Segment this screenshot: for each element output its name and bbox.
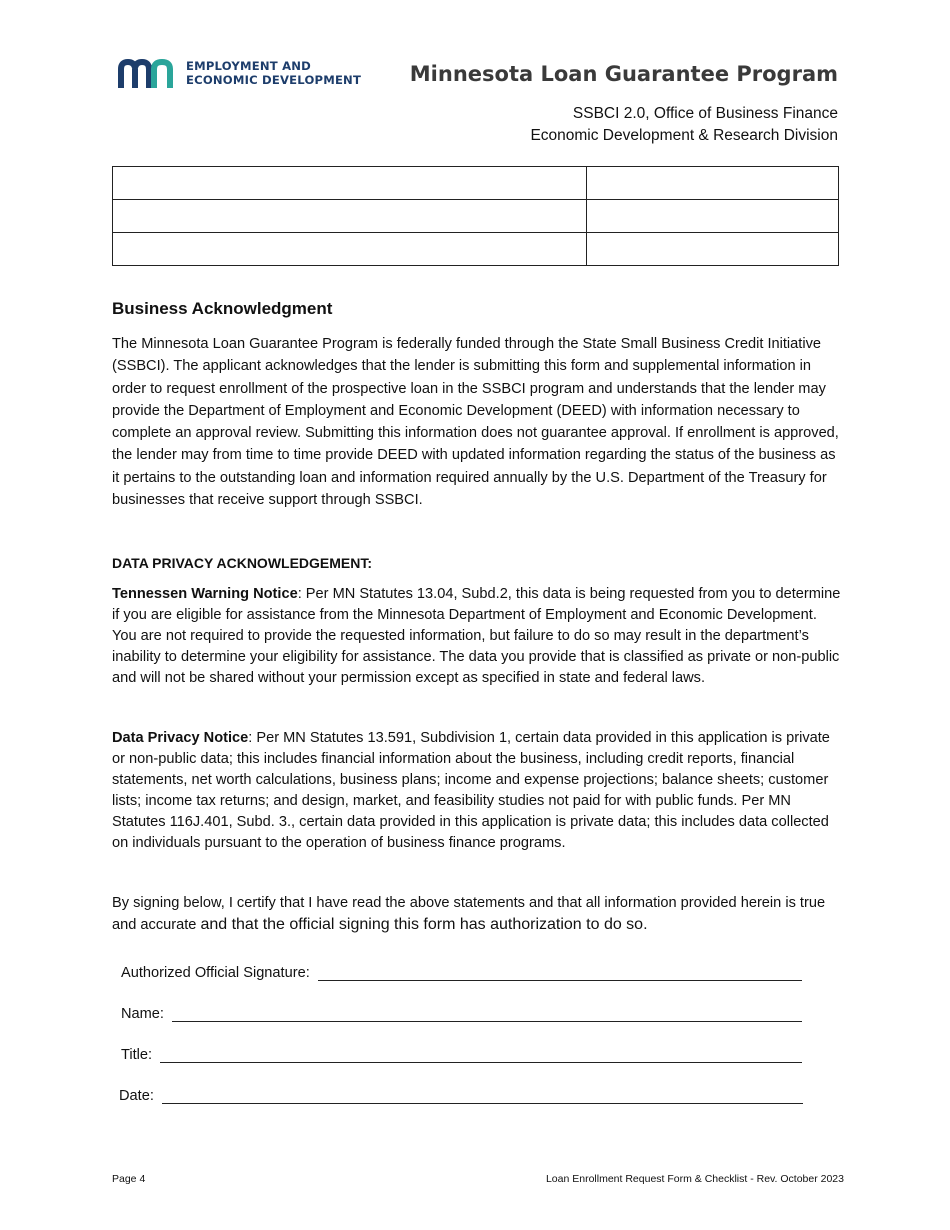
name-label: Name: <box>121 1006 164 1022</box>
title-row <box>121 1046 802 1063</box>
logo-line-2: ECONOMIC DEVELOPMENT <box>186 73 362 87</box>
table-row <box>113 167 839 200</box>
title-label: Title: <box>121 1047 153 1063</box>
certification-text-a: By signing below, I certify that I have read the above statements and that all information provided herein is true and accurate <box>112 895 826 933</box>
table-cell[interactable] <box>587 233 839 266</box>
table-cell[interactable] <box>113 233 587 266</box>
page-title: Minnesota Loan Guarantee Program <box>409 62 838 86</box>
data-privacy-label: Data Privacy Notice <box>112 730 249 746</box>
date-row <box>119 1087 803 1104</box>
date-label: Date: <box>119 1088 154 1104</box>
logo-text <box>186 59 361 87</box>
tennessen-label: Tennessen Warning Notice <box>112 586 298 602</box>
info-table <box>112 166 839 266</box>
table-row <box>113 233 839 266</box>
table-cell[interactable] <box>113 200 587 233</box>
subtitle-division: Economic Development & Research Division <box>530 127 838 144</box>
logo-line-1: EMPLOYMENT AND <box>186 59 311 73</box>
subtitle-office: SSBCI 2.0, Office of Business Finance <box>572 105 838 122</box>
deed-logo <box>118 58 368 94</box>
table-cell[interactable] <box>587 200 839 233</box>
table-row <box>113 200 839 233</box>
name-field[interactable] <box>172 1005 802 1022</box>
mn-logo-icon <box>118 58 182 90</box>
business-ack-heading: Business Acknowledgment <box>112 299 333 318</box>
certification-text-b: and that the official signing this form has authorization to do so. <box>200 916 648 933</box>
signature-label: Authorized Official Signature: <box>121 965 310 981</box>
tennessen-text: : Per MN Statutes 13.04, Subd.2, this data is being requested from you to determine if you are eligible for assistance from the Minnesota Department of Employment and Economic Development. You are not required to provide the requested information, but failure to do so may result in the department’s inability to determine your eligibility for assistance. The data you provide that is classified as private or non-public and will not be shared without your permission except as specified in state and federal laws. <box>112 586 841 686</box>
business-ack-body: The Minnesota Loan Guarantee Program is federally funded through the State Small Business Credit Initiative (SSBCI). The applicant acknowledges that the lender is submitting this form and supplemental information in order to request enrollment of the prospective loan in the SSBCI program and understands that the lender may provide the Department of Employment and Economic Development (DEED) with information necessary to complete an approval review. Submitting this information does not guarantee approval. If enrollment is approved, the lender may from time to time provide DEED with updated information regarding the status of the business as it pertains to the outstanding loan and information required annually by the U.S. Department of the Treasury for businesses that receive support through SSBCI. <box>112 336 839 509</box>
form-revision: Loan Enrollment Request Form & Checklist - Rev. October 2023 <box>545 1173 844 1185</box>
name-row <box>121 1005 802 1022</box>
signature-field[interactable] <box>318 964 802 981</box>
signature-row <box>121 964 802 981</box>
date-field[interactable] <box>162 1087 803 1104</box>
privacy-heading: DATA PRIVACY ACKNOWLEDGEMENT: <box>112 555 373 571</box>
tennessen-notice <box>112 584 842 689</box>
page-number: Page 4 <box>112 1173 146 1185</box>
table-cell[interactable] <box>113 167 587 200</box>
title-field[interactable] <box>160 1046 802 1063</box>
certification-statement <box>112 892 842 936</box>
data-privacy-text: : Per MN Statutes 13.591, Subdivision 1, certain data provided in this application is private or non-public data; this includes financial information about the business, including credit reports, financial statements, net worth calculations, business plans; income and expense projections; balance sheets; customer lists; income tax returns; and design, market, and feasibility studies not paid for with public funds. Per MN Statutes 116J.401, Subd. 3., certain data provided in this application is private data; this includes data collected on individuals pursuant to the operation of business finance programs. <box>112 730 830 851</box>
table-cell[interactable] <box>587 167 839 200</box>
data-privacy-notice <box>112 728 842 854</box>
